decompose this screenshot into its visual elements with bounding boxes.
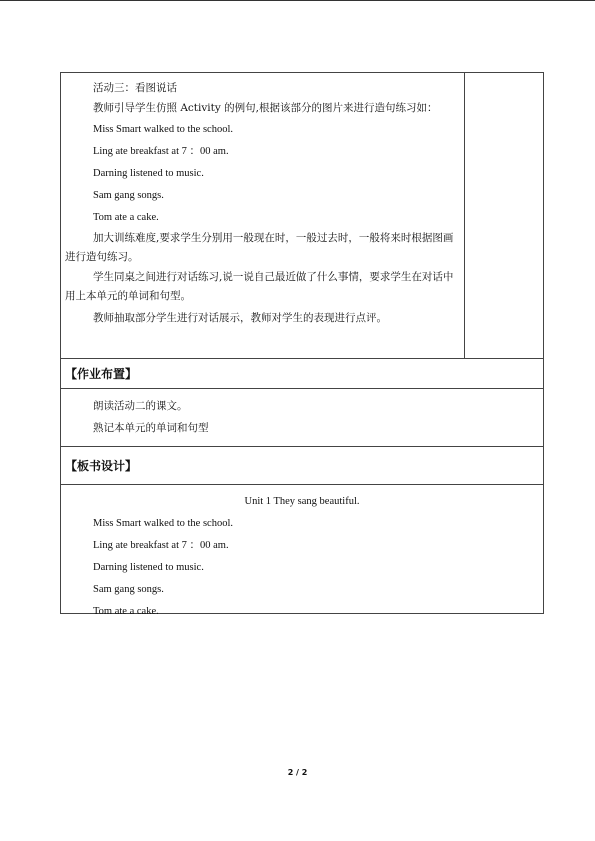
board-line: Sam gang songs.: [93, 584, 164, 595]
activity-intro: 教师引导学生仿照 Activity 的例句,根据该部分的图片来进行造句练习如：: [93, 102, 438, 114]
pair-work-paragraph: 学生同桌之间进行对话练习,说一说自己最近做了什么事情，要求学生在对话中用上本单元的单词和句型。: [65, 270, 454, 302]
board-heading: 【板书设计】: [61, 447, 543, 485]
header-rule: [0, 0, 595, 1]
example-sentence: Ling ate breakfast at 7 ：00 am.: [93, 145, 229, 157]
homework-heading: 【作业布置】: [61, 359, 543, 389]
homework-cell: [61, 389, 543, 447]
board-line: Ling ate breakfast at 7 ：00 am.: [93, 540, 229, 551]
example-sentence: Tom ate a cake.: [93, 211, 159, 223]
lesson-table: [60, 72, 544, 617]
difficulty-paragraph: 加大训练难度,要求学生分别用一般现在时，一般过去时，一般将来时根据图画进行造句练习。: [65, 231, 454, 263]
page-number: 2 / 2: [287, 768, 308, 777]
feedback-paragraph: 教师抽取部分学生进行对话展示，教师对学生的表现进行点评。: [93, 311, 387, 324]
board-cell: [61, 485, 543, 617]
homework-item: 熟记本单元的单词和句型: [93, 422, 209, 434]
board-title: Unit 1 They sang beautiful.: [244, 496, 360, 507]
example-sentence: Miss Smart walked to the school.: [93, 123, 233, 135]
board-line: Miss Smart walked to the school.: [93, 518, 233, 529]
activity-cell: [61, 73, 465, 358]
activity-title: 活动三：看图说话: [93, 82, 177, 94]
notes-cell: [465, 73, 543, 358]
board-line: Tom ate a cake.: [93, 606, 159, 617]
activity-row: [61, 73, 543, 359]
example-sentence: Darning listened to music.: [93, 167, 204, 179]
board-line: Darning listened to music.: [93, 562, 204, 573]
homework-item: 朗读活动二的课文。: [93, 400, 188, 412]
example-sentence: Sam gang songs.: [93, 189, 164, 201]
